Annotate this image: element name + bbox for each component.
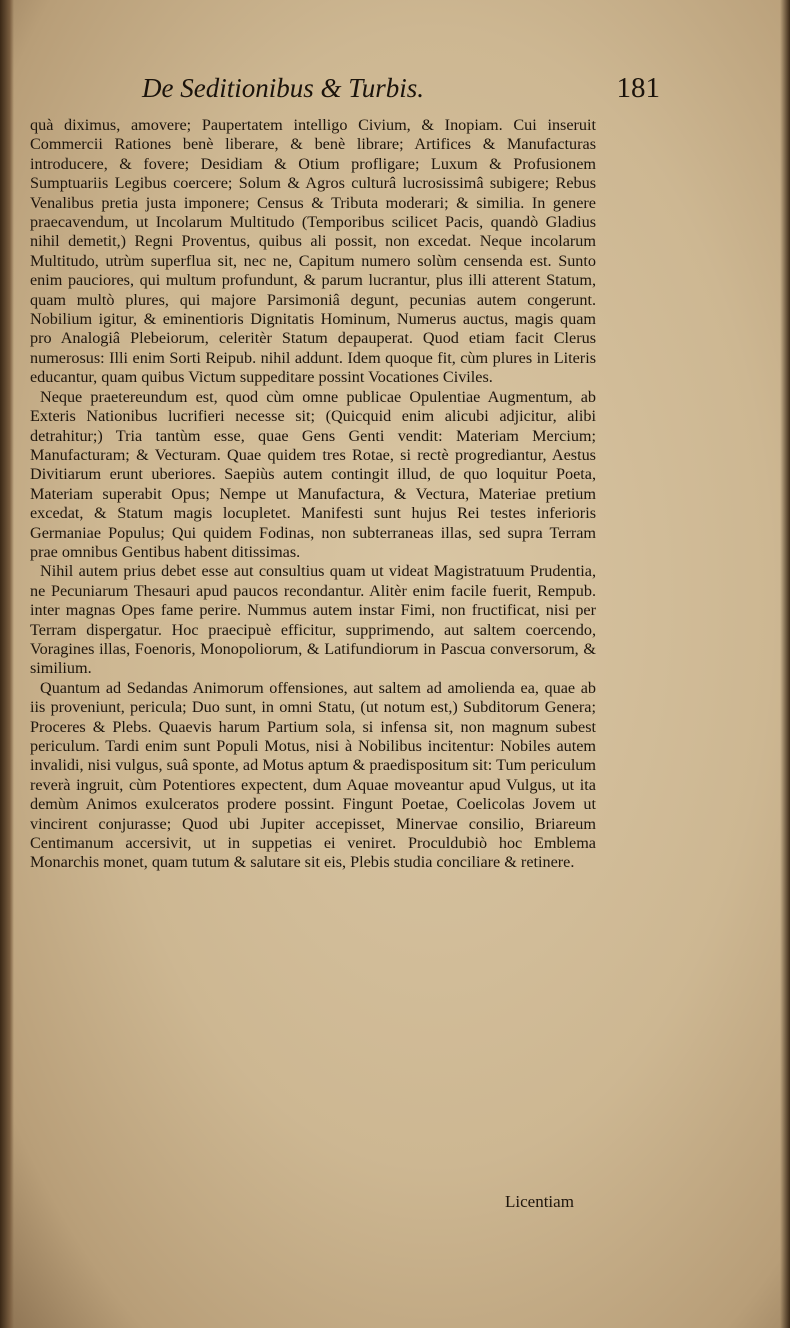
body-text [30,116,596,873]
page-right-edge [780,0,790,1328]
page-number: 181 [616,72,660,104]
running-title: De Seditionibus & Turbis. [142,73,425,103]
catchword: Licentiam [505,1192,574,1211]
paragraph-1: quà diximus, amovere; Paupertatem intelligo Civium, & Inopiam. Cui inseruit Commercii Rationes benè liberare, & benè librare; Artifices & Manufacturas introducere, & fovere; Desidiam & Otium profligare; Luxum & Profusionem Sumptuariis Legibus coercere; Solum & Agros culturâ lucrosissimâ subigere; Rebus Venalibus pretia justa imponere; Census & Tributa moderari; & similia. In genere praecavendum, ut Incolarum Multitudo (Temporibus scilicet Pacis, quandò Gladius nihil demetit,) Regni Proventus, quibus ali possit, non excedat. Neque incolarum Multitudo, utrùm superflua sit, nec ne, Capitum numero solùm censenda est. Sunto enim pauciores, qui multum profundunt, & parum lucrantur, plus illi atterent Statum, quam multò plures, qui majore Parsimoniâ degunt, pecunias autem congerunt. Nobilium igitur, & eminentioris Dignitatis Hominum, Numerus auctus, magis quam pro Analogiâ Plebeiorum, celeritèr Statum depauperat. Quod etiam facit Clerus numerosus: Illi enim Sorti Reipub. nihil addunt. Idem quoque fit, cùm plures in Literis educantur, quam quibus Victum suppeditare possint Vocationes Civiles. [30,116,596,387]
paragraph-4: Quantum ad Sedandas Animorum offensiones, aut saltem ad amolienda ea, quae ab iis proveniunt, pericula; Duo sunt, in omni Statu, (ut notum est,) Subditorum Genera; Proceres & Plebs. Quaevis harum Partium sola, si infensa sit, non magnum subest periculum. Tardi enim sunt Populi Motus, nisi à Nobilibus incitentur: Nobiles autem invalidi, nisi vulgus, suâ sponte, ad Motus aptum & praedispositum sit: Tum periculum reverà ingruit, cùm Potentiores expectent, dum Aquae moveantur apud Vulgus, ut ita demùm Animos exulceratos prodere possint. Fingunt Poetae, Coelicolas Jovem ut vincirent conjurasse; Quod ubi Jupiter accepisset, Minervae consilio, Briareum Centimanum accersivit, ut in suppetias ei veniret. Proculdubiò hoc Emblema Monarchis monet, quam tutum & salutare sit eis, Plebis studia conciliare & retinere. [30,678,596,872]
paragraph-2: Neque praetereundum est, quod cùm omne publicae Opulentiae Augmentum, ab Exteris Nationibus lucrifieri necesse sit; (Quicquid enim alicubi adjicitur, alibi detrahitur;) Tria tantùm esse, quae Gens Genti vendit: Materiam Mercium; Manufacturam; & Vecturam. Quae quidem tres Rotae, si rectè progrediantur, Aestus Divitiarum erunt uberiores. Saepiùs autem contingit illud, de quo loquitur Poeta, Materiam superabit Opus; Nempe ut Manufactura, & Vectura, Materiae pretium excedat, & Statum magis locupletet. Manifesti sunt hujus Rei testes inferioris Germaniae Populus; Qui quidem Fodinas, non subterraneas illas, sed supra Terram prae omnibus Gentibus habent ditissimas. [30,387,596,561]
page-left-edge [0,0,14,1328]
paragraph-3: Nihil autem prius debet esse aut consultius quam ut videat Magistratuum Prudentia, ne Pecuniarum Thesauri apud paucos recondantur. Alitèr enim facile fuerit, Rempub. inter magnas Opes fame perire. Nummus autem instar Fimi, non fructificat, nisi per Terram dispergatur. Hoc praecipuè efficitur, supprimendo, aut saltem coercendo, Voragines illas, Foenoris, Monopoliorum, & Latifundiorum in Pascua conversorum, & similium. [30,562,596,678]
running-head [80,72,660,105]
